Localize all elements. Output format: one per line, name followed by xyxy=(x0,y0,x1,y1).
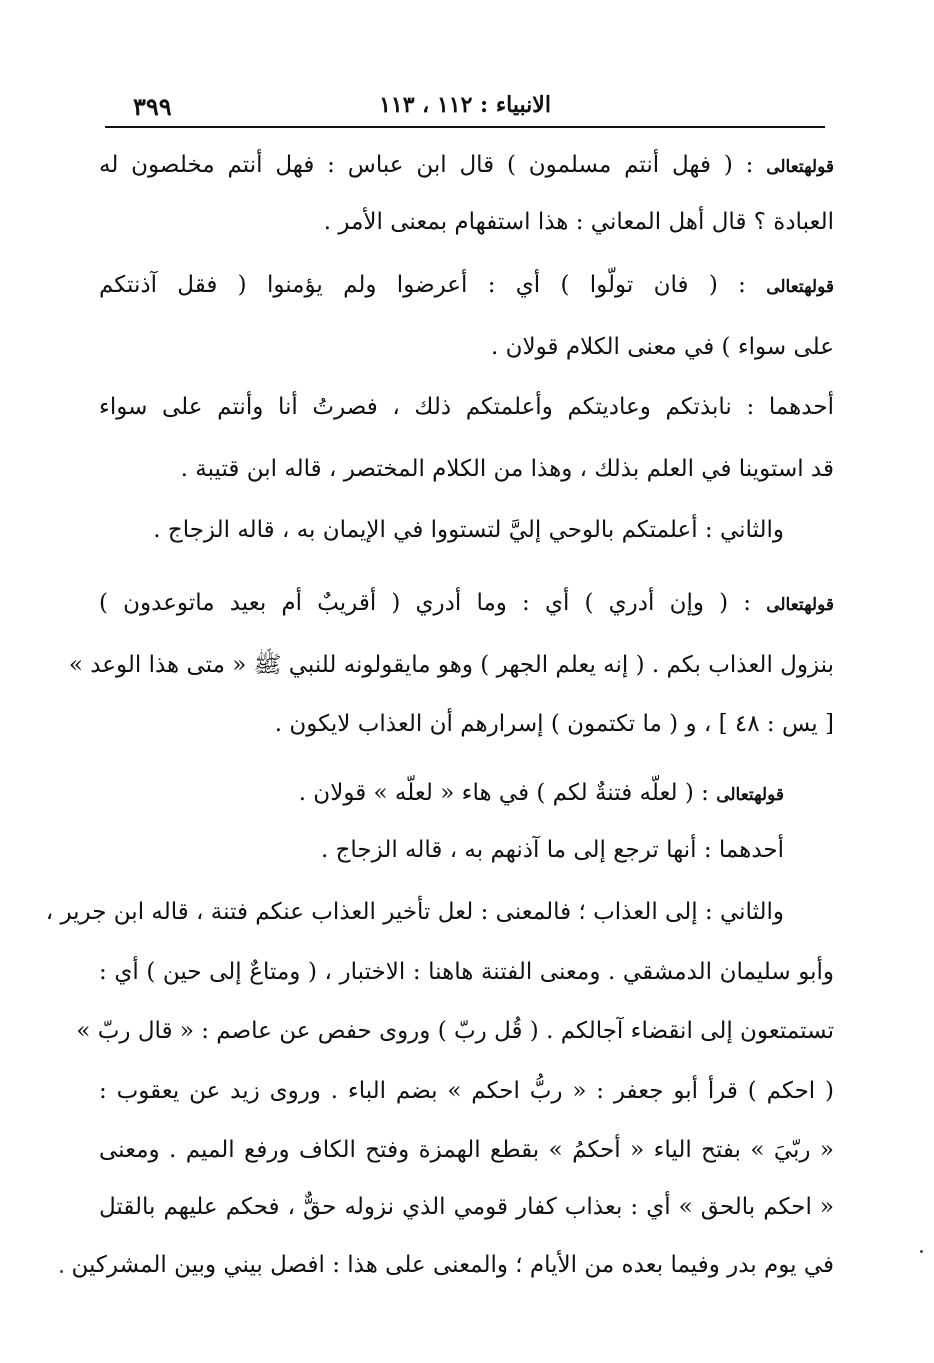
page-header xyxy=(105,92,825,122)
text-line xyxy=(99,452,834,488)
line-text: أحدهما : نابذتكم وعاديتكم وأعلمتكم ذلك ، فصرتُ أنا وأنتم على سواء xyxy=(99,394,834,420)
text-line xyxy=(99,776,784,812)
scan-speck xyxy=(60,1270,63,1273)
line-text: : ( فان تولّوا ) أي : أعرضوا ولم يؤمنوا ( فقل آذنتكم xyxy=(99,272,767,298)
line-text: تستمتعون إلى انقضاء آجالكم . ( قُل ربّ ) وروى حفص عن عاصم : « قال ربّ » xyxy=(76,1018,834,1044)
line-text: والثاني : إلى العذاب ؛ فالمعنى : لعل تأخير العذاب عنكم فتنة ، قاله ابن جرير ، xyxy=(45,899,784,925)
line-text: : ( لعلّه فتنةٌ لكم ) في هاء « لعلّه » قولان . xyxy=(298,780,717,806)
line-text: على سواء ) في معنى الكلام قولان . xyxy=(491,334,834,360)
line-text: : ( فهل أنتم مسلمون ) قال ابن عباس : فهل أنتم مخلصون له xyxy=(99,152,767,178)
line-text: [ يس : ٤٨ ] ، و ( ما تكتمون ) إسرارهم أن العذاب لايكون . xyxy=(274,711,834,737)
text-line xyxy=(99,268,834,304)
text-line xyxy=(71,1248,834,1284)
text-line xyxy=(99,1074,834,1110)
text-line xyxy=(99,390,834,426)
text-line xyxy=(99,833,784,869)
line-text: قد استوينا في العلم بذلك ، وهذا من الكلام المختصر ، قاله ابن قتيبة . xyxy=(180,456,834,482)
line-text: أحدهما : أنها ترجع إلى ما آذنهم به ، قاله الزجاج . xyxy=(320,837,784,863)
text-line xyxy=(99,586,834,622)
line-text: « ربّيَ » بفتح الياء « أحكمُ » بقطع الهمزة وفتح الكاف ورفع الميم . ومعنى xyxy=(99,1137,834,1163)
text-line xyxy=(99,148,834,184)
header-rule xyxy=(105,126,825,128)
text-line xyxy=(99,205,834,241)
line-text: والثاني : أعلمتكم بالوحي إليَّ لتستووا في الإيمان به ، قاله الزجاج . xyxy=(153,517,784,543)
text-line xyxy=(99,707,834,743)
text-line xyxy=(99,1133,834,1169)
line-text: العبادة ؟ قال أهل المعاني : هذا استفهام بمعنى الأمر . xyxy=(323,209,834,235)
line-text: ( احكم ) قرأ أبو جعفر : « ربُّ احكم » بضم الباء . وروى زيد عن يعقوب : xyxy=(99,1078,834,1104)
line-text: : ( وإن أدري ) أي : وما أدري ( أقريبٌ أم بعيد ماتوعدون ) xyxy=(99,590,767,616)
text-line xyxy=(45,895,784,931)
text-line xyxy=(68,648,834,684)
text-line xyxy=(99,330,834,366)
line-text: « احكم بالحق » أي : بعذاب كفار قومي الذي نزوله حقٌّ ، فحكم عليهم بالقتل xyxy=(99,1194,834,1220)
verse-label: قولهتعالى xyxy=(766,277,834,297)
text-line xyxy=(99,955,834,991)
line-text: في يوم بدر وفيما بعده من الأيام ؛ والمعنى على هذا : افصل بيني وبين المشركين xyxy=(71,1252,834,1278)
text-line xyxy=(99,513,784,549)
verse-label: قولهتعالى xyxy=(716,785,784,805)
verse-label: قولهتعالى xyxy=(766,595,834,615)
line-text: بنزول العذاب بكم . ( إنه يعلم الجهر ) وهو مايقولونه للنبي ﷺ « متى هذا الوعد » xyxy=(68,652,834,678)
page-number: ٣٩٩ xyxy=(133,92,172,121)
text-line xyxy=(99,1190,834,1226)
running-title: الانبياء : ١١٢ ، ١١٣ xyxy=(379,92,551,118)
text-line xyxy=(76,1014,834,1050)
scan-speck xyxy=(920,1250,923,1253)
verse-label: قولهتعالى xyxy=(766,157,834,177)
line-text: وأبو سليمان الدمشقي . ومعنى الفتنة هاهنا : الاختبار ، ( ومتاعٌ إلى حين ) أي : xyxy=(99,959,834,985)
